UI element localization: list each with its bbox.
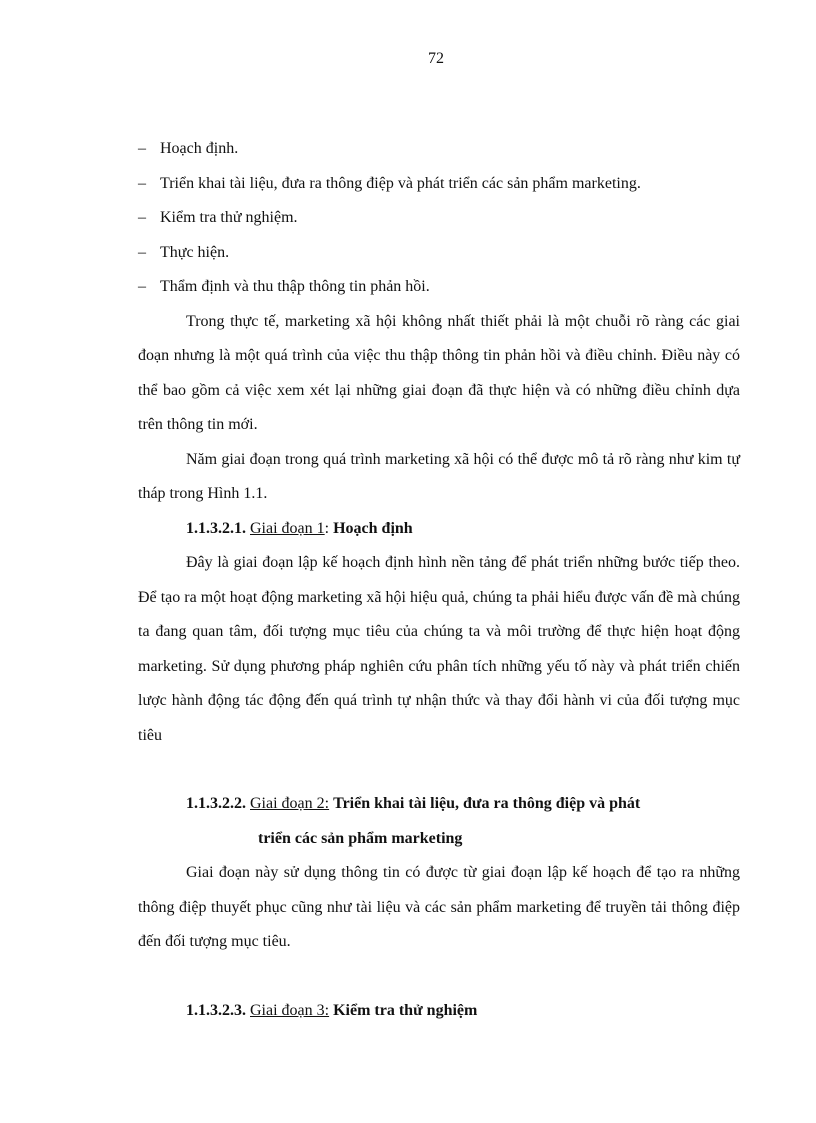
section-heading-2 <box>138 787 740 856</box>
paragraph: Đây là giai đoạn lập kế hoạch định hình nền tảng để phát triển những bước tiếp theo. Để tạo ra một hoạt động marketing xã hội hiệu quả, chúng ta phải hiểu được vấn đề mà chúng ta đang quan tâm, đối tượng mục tiêu của chúng ta và môi trường để thực hiện hoạt động marketing. Sử dụng phương pháp nghiên cứu phân tích những yếu tố này và phát triển chiến lược hành động tác động đến quá trình tự nhận thức và thay đổi hành vi của đối tượng mục tiêu <box>138 554 740 744</box>
bullet-text: Kiểm tra thử nghiệm. <box>160 209 298 226</box>
bullet-text: Hoạch định. <box>160 140 239 157</box>
page-content <box>138 132 740 1028</box>
stage-label: Giai đoạn 2: <box>250 795 330 812</box>
bullet-text: Thực hiện. <box>160 243 230 261</box>
bullet-marker: – <box>138 243 146 261</box>
section-title-continued: triển các sản phẩm marketing <box>258 829 463 847</box>
spacer <box>138 960 740 994</box>
bullet-item <box>138 236 740 271</box>
section-number: 1.1.3.2.2. <box>186 795 246 812</box>
bullet-item <box>138 270 740 305</box>
bullet-item <box>138 132 740 167</box>
section-title: Hoạch định <box>333 519 413 537</box>
paragraph: Trong thực tế, marketing xã hội không nhất thiết phải là một chuỗi rõ ràng các giai đoạn nhưng là một quá trình của việc thu thập thông tin phản hồi và điều chỉnh. Điều này có thể bao gồm cả việc xem xét lại những giai đoạn đã thực hiện và có những điều chỉnh dựa trên thông tin mới. <box>138 312 740 433</box>
stage-separator: : <box>324 519 334 537</box>
paragraph: Năm giai đoạn trong quá trình marketing xã hội có thể được mô tả rõ ràng như kim tự tháp trong Hình 1.1. <box>138 450 740 502</box>
bullet-text: Thẩm định và thu thập thông tin phản hồi. <box>160 278 430 295</box>
spacer <box>138 753 740 787</box>
section-number: 1.1.3.2.3. <box>186 1001 246 1019</box>
stage-label: Giai đoạn 3: <box>250 1001 330 1019</box>
bullet-item <box>138 201 740 236</box>
bullet-marker: – <box>138 209 146 226</box>
bullet-marker: – <box>138 278 146 295</box>
section-heading-1 <box>138 512 740 547</box>
section-number: 1.1.3.2.1. <box>186 519 246 537</box>
bullet-item <box>138 167 740 202</box>
stage-label: Giai đoạn 1 <box>250 519 325 537</box>
bullet-text: Triển khai tài liệu, đưa ra thông điệp và phát triển các sản phẩm marketing. <box>160 174 641 192</box>
section-title: Triển khai tài liệu, đưa ra thông điệp và phát <box>333 795 641 812</box>
section-heading-3 <box>138 994 740 1029</box>
paragraph: Giai đoạn này sử dụng thông tin có được từ giai đoạn lập kế hoạch để tạo ra những thông điệp thuyết phục cũng như tài liệu và các sản phẩm marketing để truyền tải thông điệp đến đối tượng mục tiêu. <box>138 864 740 950</box>
page-number: 72 <box>428 50 444 67</box>
bullet-marker: – <box>138 174 146 192</box>
bullet-marker: – <box>138 140 146 157</box>
section-title: Kiểm tra thử nghiệm <box>333 1001 478 1019</box>
